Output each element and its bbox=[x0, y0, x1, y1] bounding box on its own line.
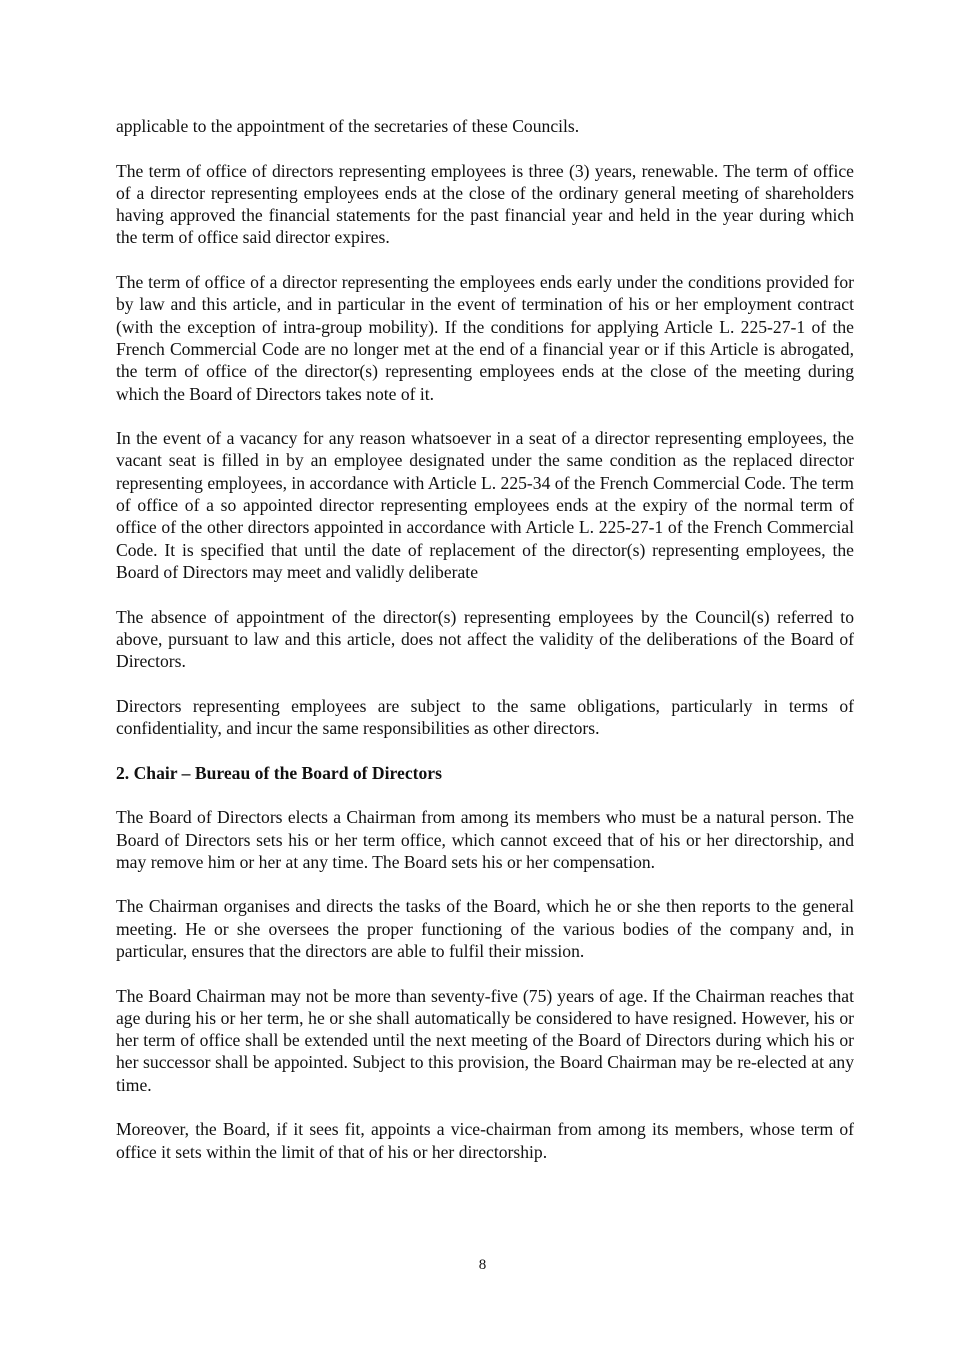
paragraph-term-of-office: The term of office of directors representing employees is three (3) years, renewable. The term of office of a director representing employees ends at the close of the ordinary general meeting of shareholders having approved the financial statements for the past financial year and held in the year during which the term of office said director expires. bbox=[116, 160, 854, 248]
paragraph-early-termination: The term of office of a director representing the employees ends early under the conditions provided for by law and this article, and in particular in the event of termination of his or her employment contract (with the exception of intra-group mobility). If the conditions for applying Article L. 225-27-1 of the French Commercial Code are no longer met at the end of a financial year or if this Article is abrogated, the term of office of the director(s) representing employees ends at the close of the meeting during which the Board of Directors takes note of it. bbox=[116, 272, 854, 404]
page-number: 8 bbox=[478, 1257, 487, 1273]
paragraph-absence-of-appointment: The absence of appointment of the director(s) representing employees by the Council(s) referred to above, pursuant to law and this article, does not affect the validity of the deliberations of the Board of Directors. bbox=[116, 606, 854, 672]
section-heading-chair: 2. Chair – Bureau of the Board of Directors bbox=[116, 762, 442, 783]
paragraph-age-limit: The Board Chairman may not be more than seventy-five (75) years of age. If the Chairman reaches that age during his or her term, he or she shall automatically be considered to have resigned. However, his or her term of office shall be extended until the next meeting of the Board of Directors during which his or her successor shall be appointed. Subject to this provision, the Board Chairman may be re-elected at any time. bbox=[116, 985, 854, 1095]
paragraph-vice-chairman: Moreover, the Board, if it sees fit, appoints a vice-chairman from among its members, whose term of office it sets within the limit of that of his or her directorship. bbox=[116, 1119, 854, 1162]
paragraph-chairman-duties: The Chairman organises and directs the tasks of the Board, which he or she then reports to the general meeting. He or she oversees the proper functioning of the various bodies of the company and, in particular, ensures that the directors are able to fulfil their mission. bbox=[116, 896, 854, 961]
paragraph-vacancy: In the event of a vacancy for any reason whatsoever in a seat of a director representing employees, the vacant seat is filled in by an employee designated under the same condition as the replaced director representing employees, in accordance with Article L. 225-34 of the French Commercial Code. The term of office of a so appointed director representing employees ends at the expiry of the normal term of office of the other directors appointed in accordance with Article L. 225-27-1 of the French Commercial Code. It is specified that until the date of replacement of the director(s) representing employees, the Board of Directors may meet and validly deliberate bbox=[116, 428, 854, 582]
document-body bbox=[116, 115, 854, 1185]
paragraph-obligations: Directors representing employees are subject to the same obligations, particularly in terms of confidentiality, and incur the same responsibilities as other directors. bbox=[116, 695, 854, 739]
paragraph-secretaries-appointment: applicable to the appointment of the secretaries of these Councils. bbox=[116, 116, 580, 136]
paragraph-chairman-election: The Board of Directors elects a Chairman from among its members who must be a natural person. The Board of Directors sets his or her term office, which cannot exceed that of his or her directorship, and may remove him or her at any time. The Board sets his or her compensation. bbox=[116, 807, 854, 872]
